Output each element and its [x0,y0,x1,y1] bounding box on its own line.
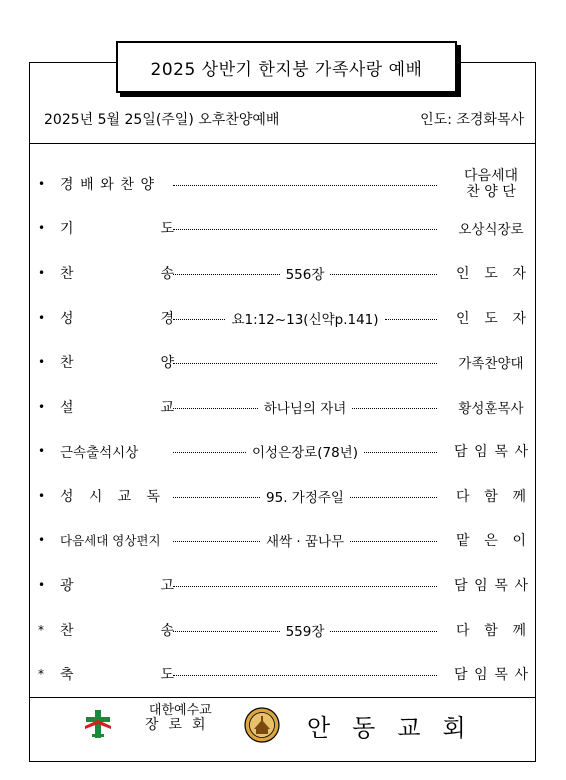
row-label-char: 다음세대 영상편지 [60,533,161,548]
row-bullet: • [38,177,46,191]
row-assignee [456,486,526,506]
row-label-char: 찬 [60,355,74,371]
row-label-char: 경 [160,311,174,327]
order-row [36,573,528,597]
row-assignee-part: 다 [456,623,470,639]
order-row [36,395,528,419]
row-assignee-part: 오상식장로 [458,222,524,238]
dot-leader [173,408,258,409]
dot-leader [173,185,437,186]
row-assignee-part: 함 [484,623,498,639]
row-label [60,664,174,684]
row-leader-dots [173,573,437,597]
row-assignee-part: 은 [484,533,498,549]
denomination-line2: 장로회 [145,717,216,733]
row-assignee-part: 찬 양 단 [466,184,516,200]
row-assignee-part: 목 [494,667,508,683]
row-label-char: 송 [160,266,174,282]
row-leader-dots [173,216,437,240]
row-label-char: 독 [146,489,160,505]
row-assignee [456,620,526,640]
dot-leader [364,452,437,453]
row-label [60,352,174,372]
row-bullet: * [38,623,44,637]
row-leader-dots [173,484,437,508]
row-label [60,575,174,595]
denomination-line1: 대한예수교 [148,703,212,718]
row-assignee-part: 다 [456,489,470,505]
row-content: 이성은장로(78년) [252,445,358,461]
dot-leader [330,274,437,275]
row-bullet: • [38,444,46,458]
row-content: 559장 [285,624,325,640]
row-assignee-part: 자 [512,266,526,282]
dot-leader [173,229,437,230]
presbyterian-cross-icon [82,708,114,740]
row-leader-dots [173,662,437,686]
row-bullet: • [38,311,46,325]
row-bullet: • [38,533,46,547]
row-label-char: 배 [80,177,94,193]
row-label-char: 기 [60,221,74,237]
row-leader-dots [173,350,437,374]
dot-leader [173,631,280,632]
dot-leader [173,274,280,275]
dot-leader [173,452,246,453]
row-assignee-part: 임 [474,444,488,460]
row-leader-dots [173,172,437,196]
row-assignee [454,218,528,238]
row-label-char: 찬 [60,623,74,639]
church-name: 안동교회 [307,714,488,742]
order-row [36,662,528,686]
row-bullet: * [38,667,44,681]
order-row [36,306,528,330]
dot-leader [173,363,437,364]
row-label [60,308,174,328]
row-label-char: 근속출석시상 [60,445,139,461]
church-seal-icon [244,707,280,743]
dot-leader [173,497,260,498]
row-assignee-part: 임 [474,578,488,594]
row-assignee-part: 도 [484,266,498,282]
service-info [44,108,524,130]
row-label [60,441,170,461]
row-assignee-part: 가족찬양대 [458,356,524,372]
row-label-char: 고 [160,578,174,594]
row-content: 새싹 · 꿈나무 [265,534,345,550]
row-label-char: 성 [60,311,74,327]
dot-leader [350,497,437,498]
row-assignee-part: 목 [494,578,508,594]
dot-leader [173,541,260,542]
row-assignee [454,397,528,417]
row-label-char: 양 [160,355,174,371]
row-label-char: 교 [160,400,174,416]
row-assignee-part: 께 [512,623,526,639]
row-leader-dots [173,261,437,285]
row-assignee [454,441,528,461]
row-assignee-part: 맡 [456,533,470,549]
row-content: 요1:12~13(신약p.141) [231,312,379,328]
dot-leader [352,408,437,409]
row-assignee-part: 사 [514,667,528,683]
row-label [60,531,170,549]
row-assignee [456,308,526,328]
divider-top [30,143,535,144]
dot-leader [350,541,437,542]
row-label-char: 성 [60,489,74,505]
service-date: 2025년 5월 25일(주일) 오후찬양예배 [44,112,280,128]
row-leader-dots [173,395,437,419]
row-leader-dots [173,439,437,463]
order-row [36,618,528,642]
row-assignee-part: 사 [514,444,528,460]
denomination [145,703,216,733]
row-assignee-part: 함 [484,489,498,505]
row-label-char: 와 [100,177,114,193]
row-label-char: 교 [117,489,132,505]
row-leader-dots [173,528,437,552]
row-assignee-part: 인 [456,311,470,327]
row-assignee [456,263,526,283]
row-content: 556장 [285,267,325,283]
row-bullet: • [38,355,46,369]
row-bullet: • [38,266,46,280]
row-label-char: 경 [60,177,74,193]
row-assignee [454,352,528,372]
row-content: 95. 가정주일 [266,490,344,506]
dot-leader [173,319,225,320]
row-bullet: • [38,400,46,414]
service-leader: 인도: 조경화목사 [420,112,524,128]
order-row [36,528,528,552]
dot-leader [385,319,437,320]
row-assignee-part: 담 [454,444,468,460]
row-label-char: 광 [60,578,74,594]
row-label-char: 도 [160,221,174,237]
row-label [60,397,174,417]
row-leader-dots [173,306,437,330]
row-assignee-part: 담 [454,578,468,594]
row-assignee-part: 도 [484,311,498,327]
row-assignee-part: 이 [512,533,526,549]
row-label-char: 도 [160,667,174,683]
row-assignee-part: 목 [494,444,508,460]
row-label-char: 시 [88,489,103,505]
footer [30,698,535,754]
order-row [36,350,528,374]
row-label [60,486,160,506]
order-row [36,216,528,240]
row-label [60,218,174,238]
dot-leader [330,631,437,632]
row-assignee [454,575,528,595]
row-assignee-part: 임 [474,667,488,683]
row-assignee [454,168,528,200]
row-label-char: 양 [140,177,154,193]
row-label-char: 찬 [120,177,134,193]
row-assignee-part: 사 [514,578,528,594]
row-label-char: 찬 [60,266,74,282]
row-assignee-part: 황성훈목사 [458,401,524,417]
row-assignee-part: 담 [454,667,468,683]
order-row [36,439,528,463]
order-row [36,261,528,285]
order-row [36,484,528,508]
page-title [116,41,457,93]
row-assignee-part: 께 [512,489,526,505]
row-assignee-part: 자 [512,311,526,327]
row-bullet: • [38,221,46,235]
row-bullet: • [38,489,46,503]
row-label-char: 축 [60,667,74,683]
order-row [36,168,528,200]
row-label [60,174,154,194]
dot-leader [173,586,437,587]
row-label [60,263,174,283]
row-leader-dots [173,618,437,642]
row-assignee-part: 다음세대 [463,168,519,184]
row-label-char: 송 [160,623,174,639]
dot-leader [173,675,437,676]
row-content: 하나님의 자녀 [263,401,347,417]
row-assignee [456,530,526,550]
row-bullet: • [38,578,46,592]
row-label-char: 설 [60,400,74,416]
row-assignee [454,664,528,684]
title-text: 2025 상반기 한지붕 가족사랑 예배 [150,59,423,80]
row-label [60,620,174,640]
row-assignee-part: 인 [456,266,470,282]
